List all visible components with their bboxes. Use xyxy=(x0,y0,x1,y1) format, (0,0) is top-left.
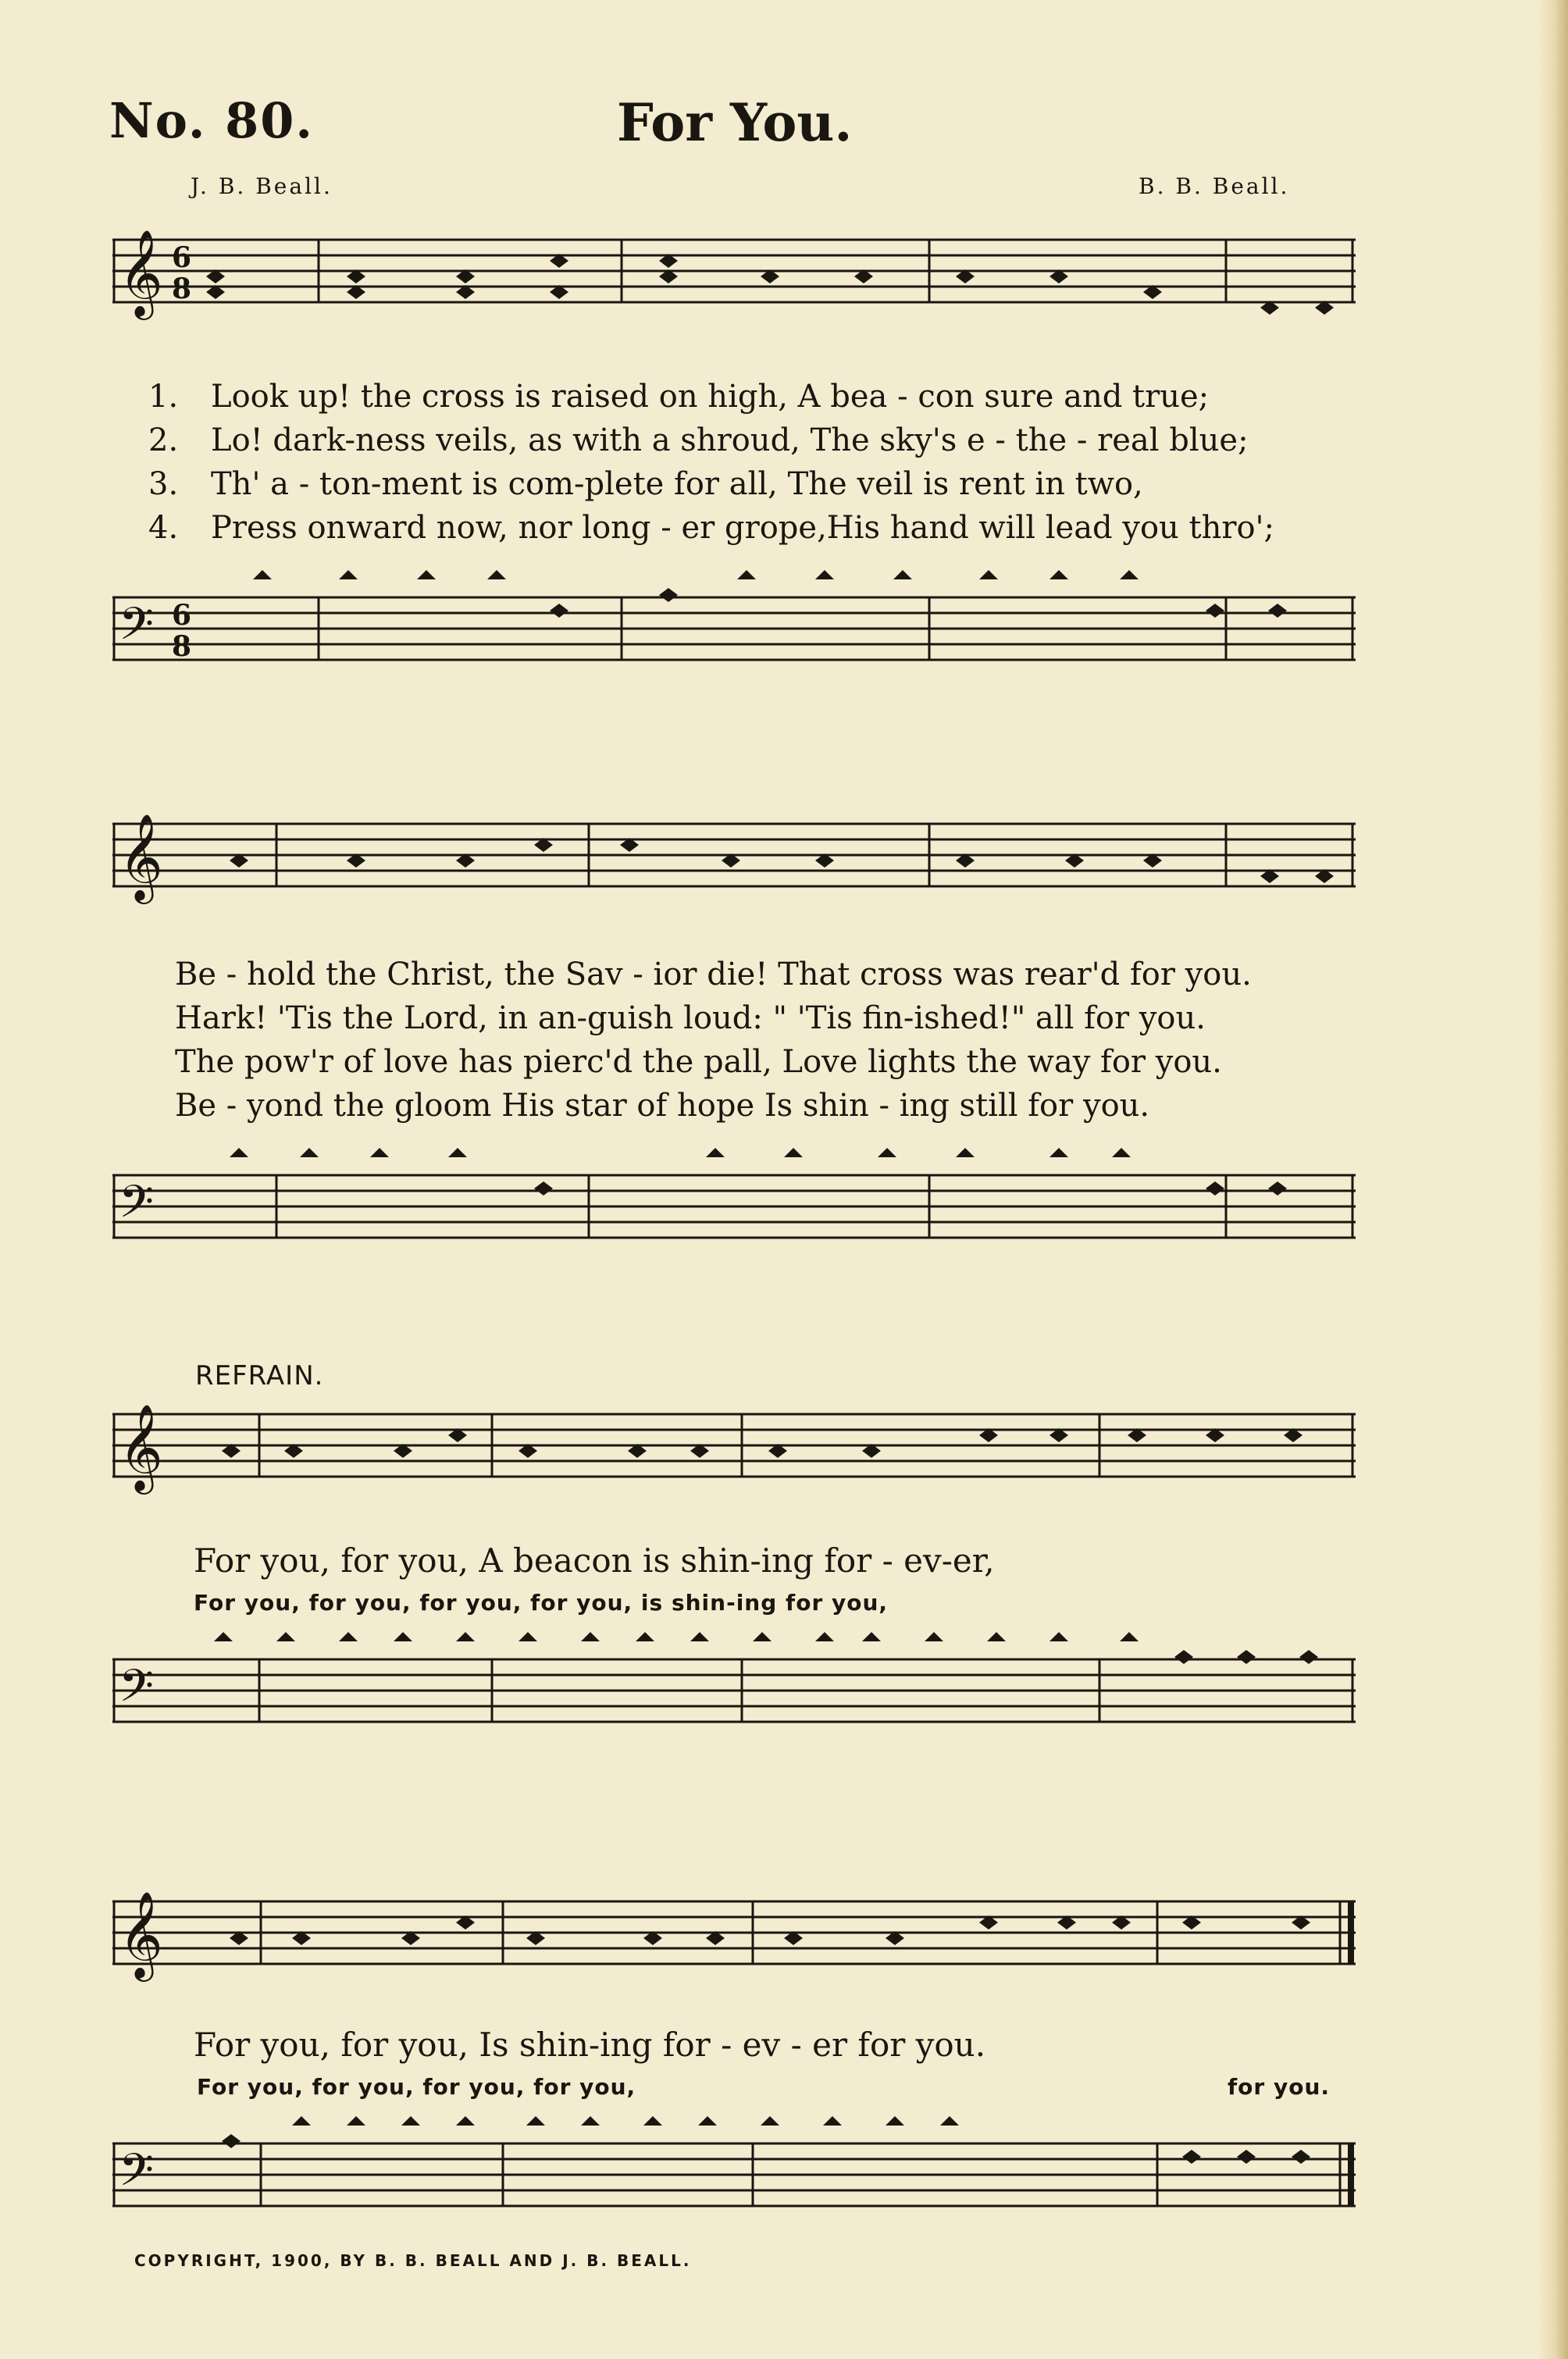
bass-staff-lines xyxy=(112,1624,1356,1765)
stanza-first-halves xyxy=(148,375,1274,550)
bass-staff-lines xyxy=(112,2108,1356,2241)
refrain-alto-line-2-end: for you. xyxy=(1228,2074,1331,2100)
stanza-line: 3. Th' a - ton-ment is com-plete for all, The veil is rent in two, xyxy=(148,466,1143,502)
refrain-lyric-line-1: For you, for you, A beacon is shin-ing for - ev-er, xyxy=(194,1541,995,1580)
treble-staff xyxy=(112,804,1356,921)
bass-staff xyxy=(112,1624,1356,1765)
refrain-alto-line-2: For you, for you, for you, for you, xyxy=(197,2074,636,2100)
stanza-line: The pow'r of love has pierc'd the pall, Love lights the way for you. xyxy=(175,1044,1222,1080)
svg-text:𝄞: 𝄞 xyxy=(119,1403,163,1491)
treble-staff xyxy=(112,220,1356,337)
stanza-line: Be - yond the gloom His star of hope Is shin - ing still for you. xyxy=(175,1088,1150,1124)
svg-text:6: 6 xyxy=(172,599,192,632)
svg-text:𝄢: 𝄢 xyxy=(119,1175,155,1239)
refrain-label: REFRAIN. xyxy=(195,1360,324,1392)
stanza-line: 2. Lo! dark-ness veils, as with a shroud, The sky's e - the - real blue; xyxy=(148,422,1249,458)
svg-text:𝄞: 𝄞 xyxy=(119,1890,163,1978)
hymn-title: For You. xyxy=(617,92,853,153)
treble-staff-lines xyxy=(112,804,1356,921)
page-edge xyxy=(1538,0,1568,2359)
copyright-notice: COPYRIGHT, 1900, BY B. B. BEALL AND J. B. BEALL. xyxy=(134,2251,692,2270)
treble-staff-lines xyxy=(112,1395,1356,1512)
stanza-line: Be - hold the Christ, the Sav - ior die! That cross was rear'd for you. xyxy=(175,957,1252,992)
music-credit: B. B. Beall. xyxy=(1139,173,1290,199)
stanza-line: 4. Press onward now, nor long - er grope,His hand will lead you thro'; xyxy=(148,510,1275,546)
svg-text:𝄞: 𝄞 xyxy=(119,229,163,316)
svg-text:8: 8 xyxy=(172,630,192,663)
svg-text:𝄢: 𝄢 xyxy=(119,597,155,661)
bass-staff xyxy=(112,2108,1356,2241)
stanza-line: Hark! 'Tis the Lord, in an-guish loud: " 'Tis fin-ished!" all for you. xyxy=(175,1000,1206,1036)
svg-text:8: 8 xyxy=(172,273,192,305)
refrain-alto-line-1: For you, for you, for you, for you, is shin-ing for you, xyxy=(194,1590,889,1616)
bass-staff-lines xyxy=(112,562,1356,703)
treble-staff-lines xyxy=(112,1882,1356,1999)
stanza-second-halves xyxy=(175,953,1252,1128)
svg-text:𝄞: 𝄞 xyxy=(119,813,163,900)
bass-staff xyxy=(112,1140,1356,1296)
svg-text:𝄢: 𝄢 xyxy=(119,1659,155,1723)
stanza-line: 1. Look up! the cross is raised on high, A bea - con sure and true; xyxy=(148,379,1210,415)
treble-staff xyxy=(112,1395,1356,1512)
hymn-number: No. 80. xyxy=(109,92,314,149)
words-credit: J. B. Beall. xyxy=(191,173,333,199)
svg-text:𝄢: 𝄢 xyxy=(119,2143,155,2208)
bass-staff xyxy=(112,562,1356,703)
treble-staff-lines xyxy=(112,220,1356,337)
svg-text:6: 6 xyxy=(172,241,192,274)
refrain-lyric-line-2: For you, for you, Is shin-ing for - ev - er for you. xyxy=(194,2026,986,2064)
bass-staff-lines xyxy=(112,1140,1356,1296)
treble-staff xyxy=(112,1882,1356,1999)
